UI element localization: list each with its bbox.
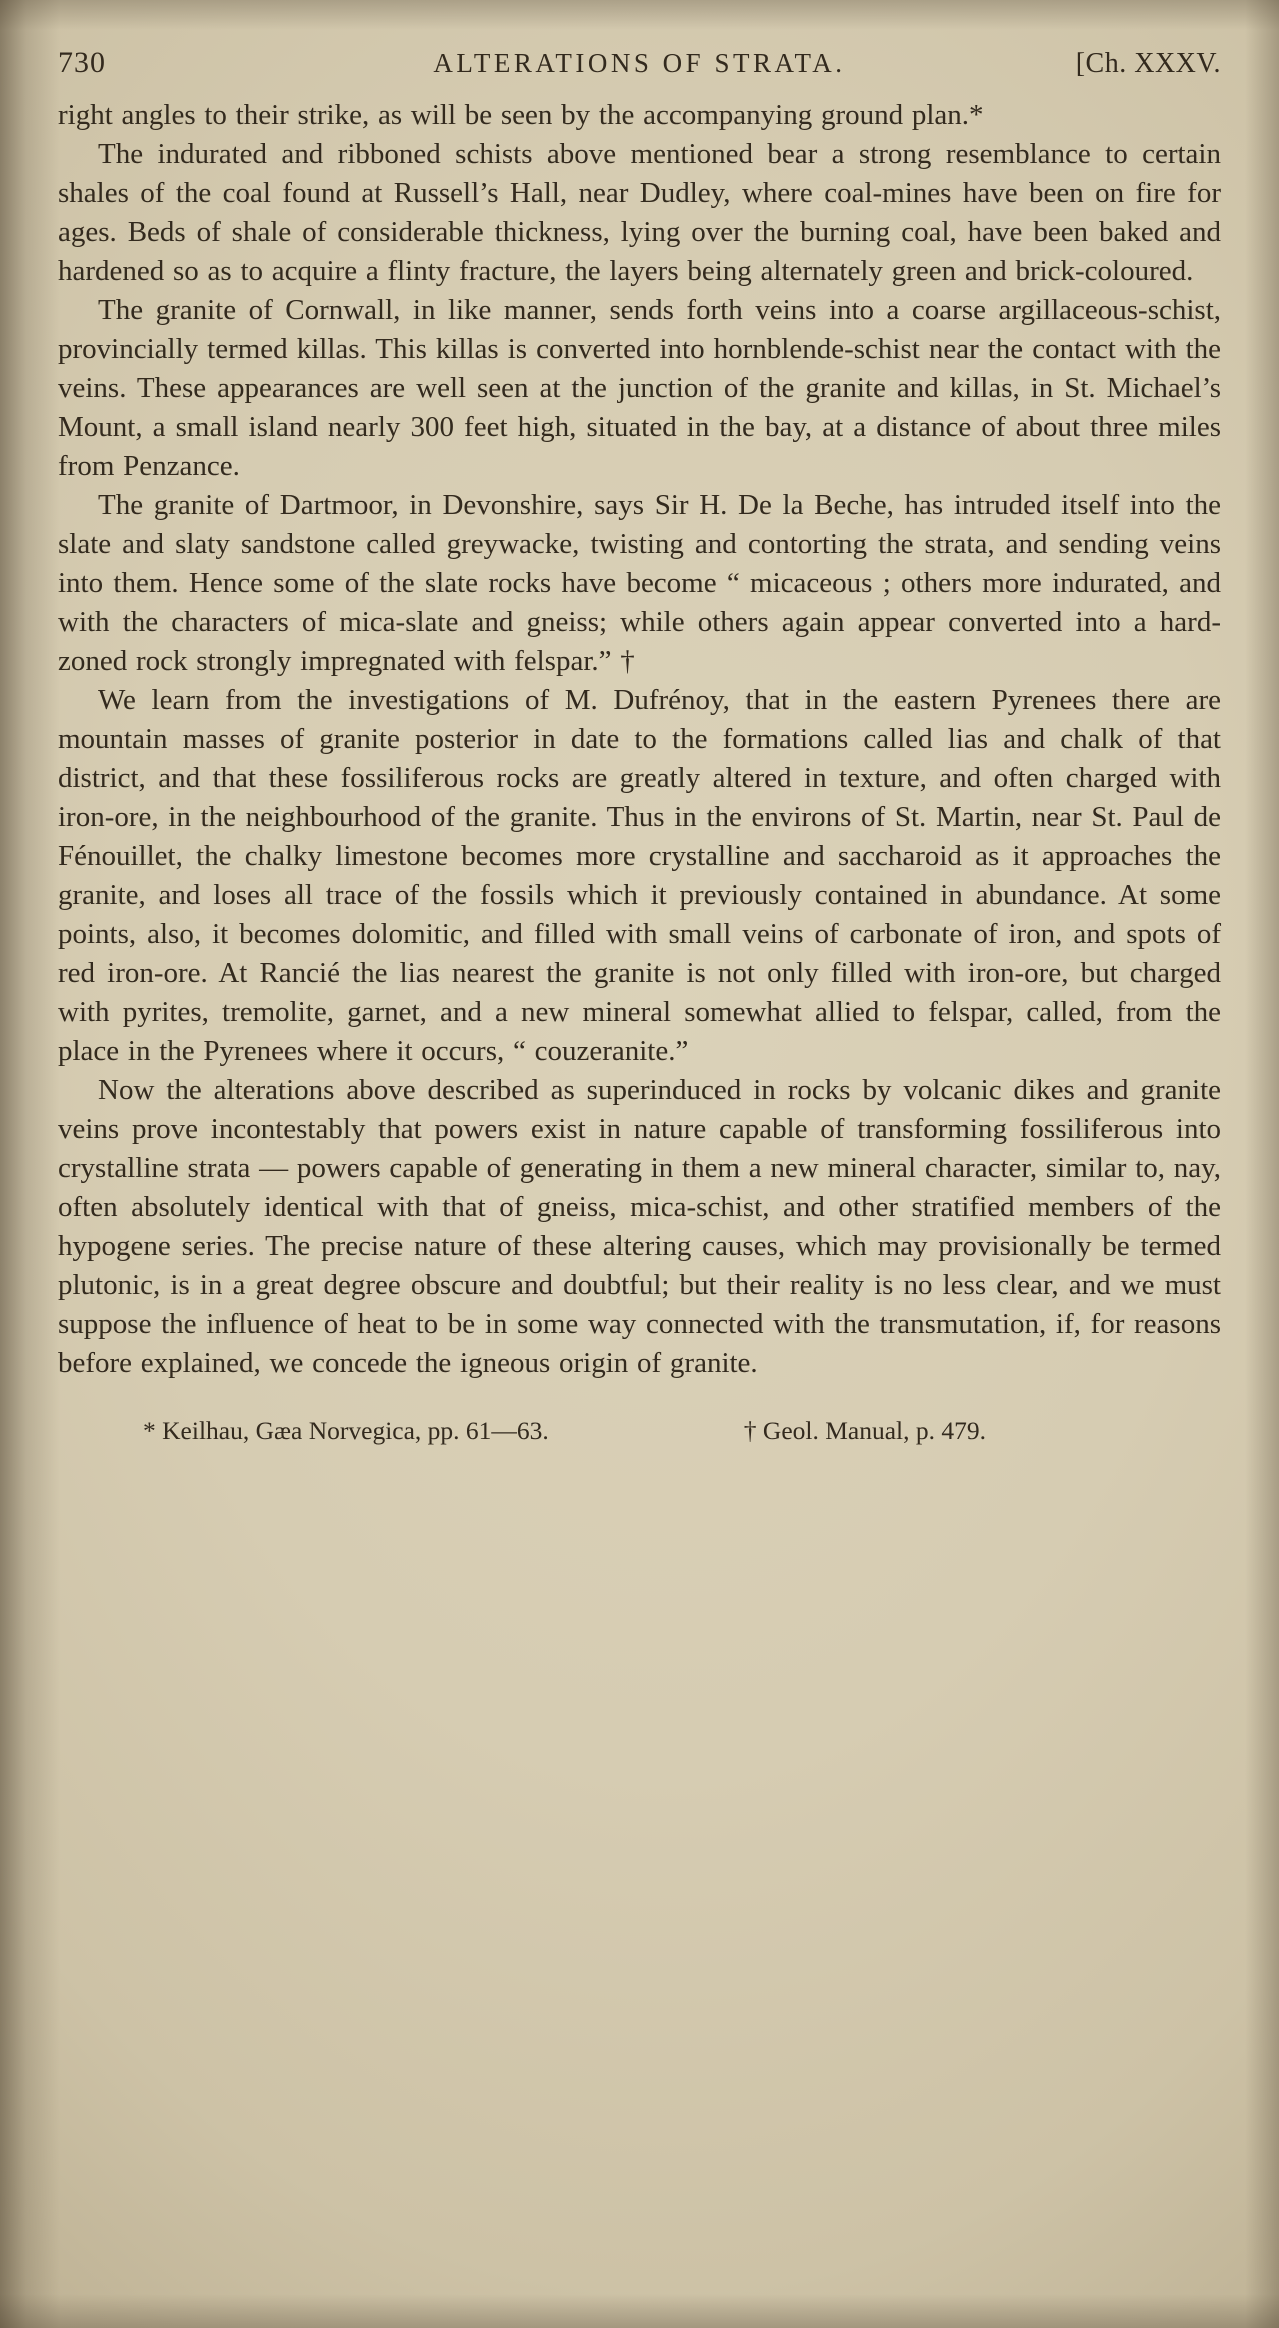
paragraph: The granite of Cornwall, in like manner, sends forth veins into a coarse argillaceous-schist, provincially termed killas. This killas is converted into hornblende-schist near the contact with the veins. These appearances are well seen at the junction of the granite and killas, in St. Michael’s Mount, a small island nearly 300 feet high, situated in the bay, at a distance of about three miles from Penzance. <box>58 294 1221 482</box>
page-body <box>58 96 1221 1383</box>
paragraph: We learn from the investigations of M. Dufrénoy, that in the eastern Pyrenees there are mountain masses of granite posterior in date to the formations called lias and chalk of that district, and that these fossiliferous rocks are greatly altered in texture, and often charged with iron-ore, in the neighbourhood of the granite. Thus in the environs of St. Martin, near St. Paul de Fénouillet, the chalky limestone becomes more crystalline and saccharoid as it approaches the granite, and loses all trace of the fossils which it previously contained in abundance. At some points, also, it becomes dolomitic, and filled with small veins of carbonate of iron, and spots of red iron-ore. At Rancié the lias nearest the granite is not only filled with iron-ore, but charged with pyrites, tremolite, garnet, and a new mineral somewhat allied to felspar, called, from the place in the Pyrenees where it occurs, “ couzeranite.” <box>58 684 1221 1067</box>
page-header <box>58 46 1221 80</box>
page-number: 730 <box>58 46 106 79</box>
footnote-dagger: † Geol. Manual, p. 479. <box>743 1416 987 1445</box>
page-content <box>58 46 1221 1447</box>
paragraph-continuation: right angles to their strike, as will be seen by the accompanying ground plan.* <box>58 99 984 131</box>
footnote-asterisk: * Keilhau, Gæa Norvegica, pp. 61—63. <box>143 1416 549 1445</box>
running-title: ALTERATIONS OF STRATA. <box>433 48 846 78</box>
chapter-reference: [Ch. XXXV. <box>1075 48 1221 79</box>
footnotes-row <box>58 1415 1221 1447</box>
paragraph: The granite of Dartmoor, in Devonshire, says Sir H. De la Beche, has intruded itself into the slate and slaty sandstone called greywacke, twisting and contorting the strata, and sending veins into them. Hence some of the slate rocks have become “ micaceous ; others more indurated, and with the characters of mica-slate and gneiss; while others again appear converted into a hard-zoned rock strongly impregnated with felspar.” † <box>58 489 1221 677</box>
paragraph: The indurated and ribboned schists above mentioned bear a strong resemblance to certain shales of the coal found at Russell’s Hall, near Dudley, where coal-mines have been on fire for ages. Beds of shale of considerable thickness, lying over the burning coal, have been baked and hardened so as to acquire a flinty fracture, the layers being alternately green and brick-coloured. <box>58 138 1221 287</box>
paragraph: Now the alterations above described as superinduced in rocks by volcanic dikes and granite veins prove incontestably that powers exist in nature capable of transforming fossiliferous into crystalline strata — powers capable of generating in them a new mineral character, similar to, nay, often absolutely identical with that of gneiss, mica-schist, and other stratified members of the hypogene series. The precise nature of these altering causes, which may provisionally be termed plutonic, is in a great degree obscure and doubtful; but their reality is no less clear, and we must suppose the influence of heat to be in some way connected with the transmutation, if, for reasons before explained, we concede the igneous origin of granite. <box>58 1074 1221 1379</box>
